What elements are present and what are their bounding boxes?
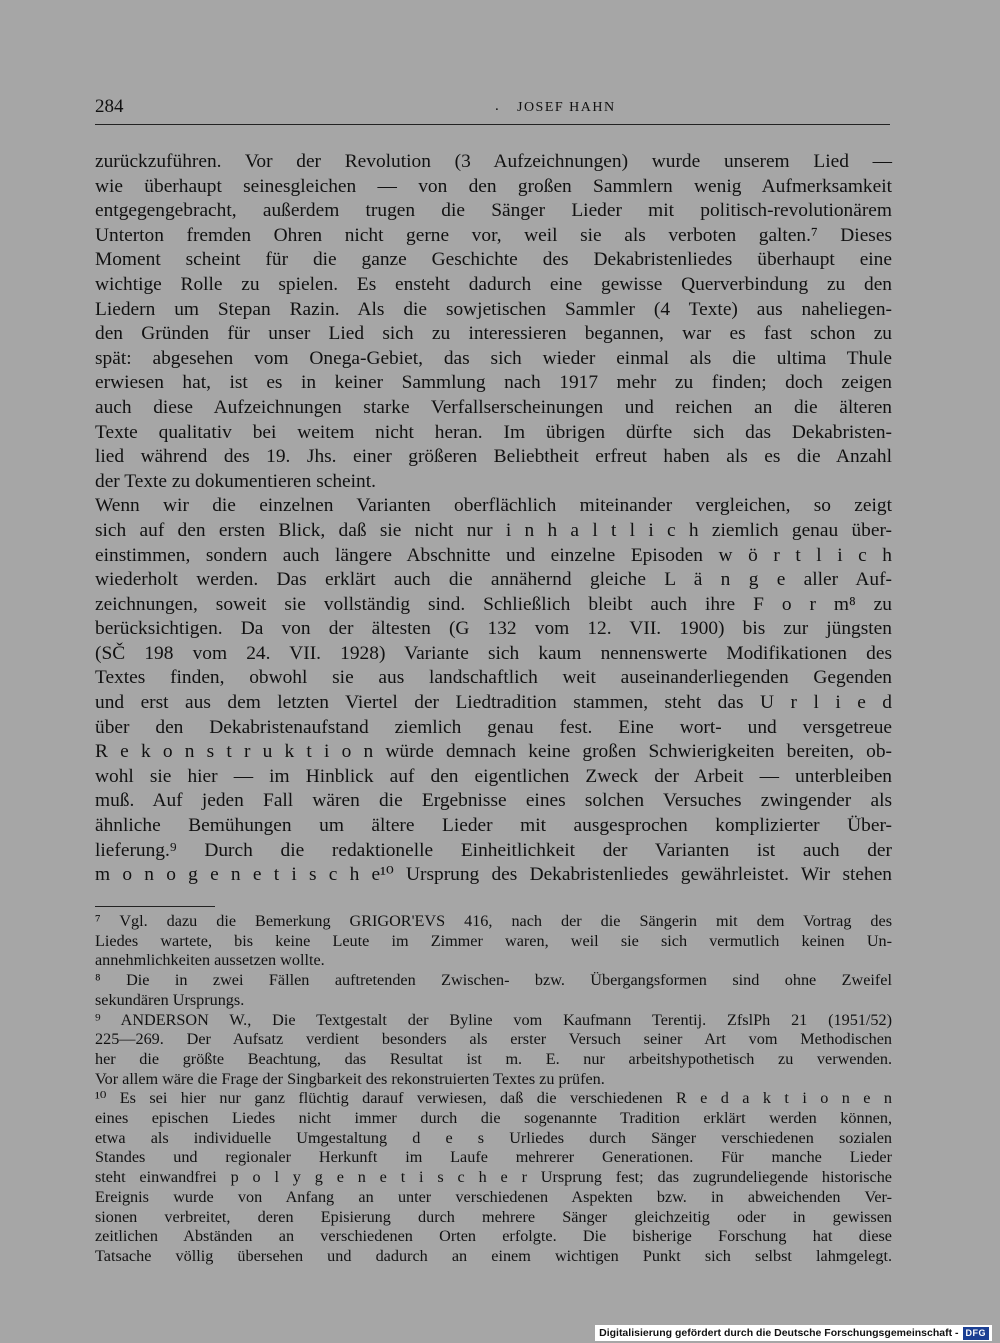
page-header (95, 96, 890, 125)
body-line: R e k o n s t r u k t i o n würde demnach keine großen Schwierigkeiten bereiten, ob- (95, 741, 892, 763)
page-number: 284 (95, 96, 124, 117)
body-line: muß. Auf jeden Fall wären die Ergebnisse eines solchen Versuches zwingender als (95, 790, 892, 812)
body-line: wie überhaupt seinesgleichen — von den großen Sammlern wenig Aufmerksamkeit (95, 175, 892, 197)
body-line: erwiesen hat, ist es in keiner Sammlung nach 1917 mehr zu finden; doch zeigen (95, 372, 892, 394)
footnote-line: steht einwandfrei p o l y g e n e t i s c h e r Ursprung fest; das zugrundeliegende historische (95, 1168, 892, 1187)
footnotes (95, 912, 892, 1267)
body-line: einstimmen, sondern auch längere Abschnitte und einzelne Episoden w ö r t l i c h (95, 544, 892, 566)
footnote-line: Standes und regionaler Herkunft im Laufe mehrerer Generationen. Für manche Lieder (95, 1148, 892, 1167)
body-line: lieferung.⁹ Durch die redaktionelle Einheitlichkeit der Varianten ist auch der (95, 839, 892, 861)
body-line: ähnliche Bemühungen um ältere Lieder mit ausgesprochen komplizierter Über- (95, 815, 892, 837)
body-line: berücksichtigen. Da von der ältesten (G 132 vom 12. VII. 1900) bis zur jüngsten (95, 618, 892, 640)
footnote-line: ¹⁰ Es sei hier nur ganz flüchtig darauf verwiesen, daß die verschiedenen R e d a k t i o n e n (95, 1089, 892, 1108)
footnote-line: her die größte Beachtung, das Resultat ist m. E. nur arbeitshypothetisch zu verwenden. (95, 1049, 892, 1068)
body-line: lied während des 19. Jhs. einer größeren Beliebtheit erfreut haben als es die Anzahl (95, 446, 892, 468)
footnote-line: annehmlichkeiten aussetzen wollte. (95, 951, 325, 970)
footnote-line: Vor allem wäre die Frage der Singbarkeit des rekonstruierten Textes zu prüfen. (95, 1069, 605, 1088)
footnote-line: Liedes wartete, bis keine Leute im Zimmer waren, weil sie sich vermutlich keinen Un- (95, 931, 892, 950)
footnote-line: sekundären Ursprungs. (95, 990, 245, 1009)
dfg-logo: DFG (963, 1327, 990, 1340)
body-line: über den Dekabristenaufstand ziemlich genau fest. Eine wort- und versgetreue (95, 716, 892, 738)
footnote-line: ⁹ ANDERSON W., Die Textgestalt der Byline vom Kaufmann Terentij. ZfslPh 21 (1951/52) (95, 1010, 892, 1029)
footnote-line: ⁷ Vgl. dazu die Bemerkung GRIGOR'EVS 416, nach der die Sängerin mit dem Vortrag des (95, 912, 892, 930)
body-line: spät: abgesehen vom Onega-Gebiet, das sich wieder einmal als die ultima Thule (95, 347, 892, 369)
body-line: sich auf den ersten Blick, daß sie nicht nur i n h a l t l i c h ziemlich genau über- (95, 519, 892, 541)
body-line: (SČ 198 vom 24. VII. 1928) Variante sich kaum nennenswerte Modifikationen des (95, 642, 892, 664)
footnote-line: eines epischen Liedes nicht immer durch die sogenannte Tradition erklärt werden können, (95, 1109, 892, 1128)
body-line: auch diese Aufzeichnungen starke Verfallserscheinungen und reichen an die älteren (95, 396, 892, 418)
footnote-line: sionen verbreitet, deren Episierung durch mehrere Sänger gleichzeitig oder in gewissen (95, 1207, 892, 1226)
body-line: wichtige Rolle zu spielen. Es ensteht dadurch eine gewisse Querverbindung zu den (95, 273, 892, 295)
body-line: wohl sie hier — im Hinblick auf den eigentlichen Zweck der Arbeit — unterbleiben (95, 765, 892, 787)
body-line: zeichnungen, soweit sie vollständig sind. Schließlich bleibt auch ihre F o r m⁸ zu (95, 593, 892, 615)
footer-text: Digitalisierung gefördert durch die Deutsche Forschungsgemeinschaft - (599, 1327, 959, 1339)
running-head: JOSEF HAHN (517, 100, 616, 115)
body-text (95, 150, 892, 888)
footnote-line: 225—269. Der Aufsatz verdient besonders als erster Versuch seiner Art vom Methodischen (95, 1030, 892, 1049)
body-line: der Texte zu dokumentieren scheint. (95, 470, 376, 492)
footnote-line: ⁸ Die in zwei Fällen auftretenden Zwischen- bzw. Übergangsformen sind ohne Zweifel (95, 971, 892, 990)
body-line: den Gründen für unser Lied sich zu interessieren begannen, war es fast schon zu (95, 323, 892, 345)
footnote-line: zeitlichen Abständen an verschiedenen Orten erfolgte. Die bisherige Forschung hat diese (95, 1227, 892, 1246)
body-line: wiederholt werden. Das erklärt auch die annähernd gleiche L ä n g e aller Auf- (95, 569, 892, 591)
body-line: Moment scheint für die ganze Geschichte des Dekabristenliedes überhaupt eine (95, 249, 892, 271)
digitization-footer (595, 1325, 992, 1341)
footnote-line: etwa als individuelle Umgestaltung d e s Urliedes durch Sänger verschiedenen sozialen (95, 1128, 892, 1147)
body-line: zurückzuführen. Vor der Revolution (3 Aufzeichnungen) wurde unserem Lied — (95, 151, 892, 172)
body-line: Liedern um Stepan Razin. Als die sowjetischen Sammler (4 Texte) aus naheliegen- (95, 298, 892, 320)
footnote-divider (95, 906, 215, 907)
header-separator: . (495, 98, 499, 114)
body-line: entgegengebracht, außerdem trugen die Sänger Lieder mit politisch-revolutionärem (95, 200, 892, 222)
body-line: Texte qualitativ bei weitem nicht heran. Im übrigen dürfte sich das Dekabristen- (95, 421, 892, 443)
body-line: Unterton fremden Ohren nicht gerne vor, weil sie als verboten galten.⁷ Dieses (95, 224, 892, 246)
body-line: m o n o g e n e t i s c h e¹⁰ Ursprung des Dekabristenliedes gewährleistet. Wir stehen (95, 864, 892, 886)
footnote-line: Tatsache völlig übersehen und dadurch an einem wichtigen Punkt sich selbst lahmgelegt. (95, 1246, 892, 1265)
body-line: Wenn wir die einzelnen Varianten oberflächlich miteinander vergleichen, so zeigt (95, 495, 892, 517)
footnote-line: Ereignis wurde von Anfang an unter verschiedenen Aspekten bzw. in abweichenden Ver- (95, 1187, 892, 1206)
body-line: Textes finden, obwohl sie aus landschaftlich weit auseinanderliegenden Gegenden (95, 667, 892, 689)
body-line: und erst aus dem letzten Viertel der Liedtradition stammen, steht das U r l i e d (95, 692, 892, 714)
